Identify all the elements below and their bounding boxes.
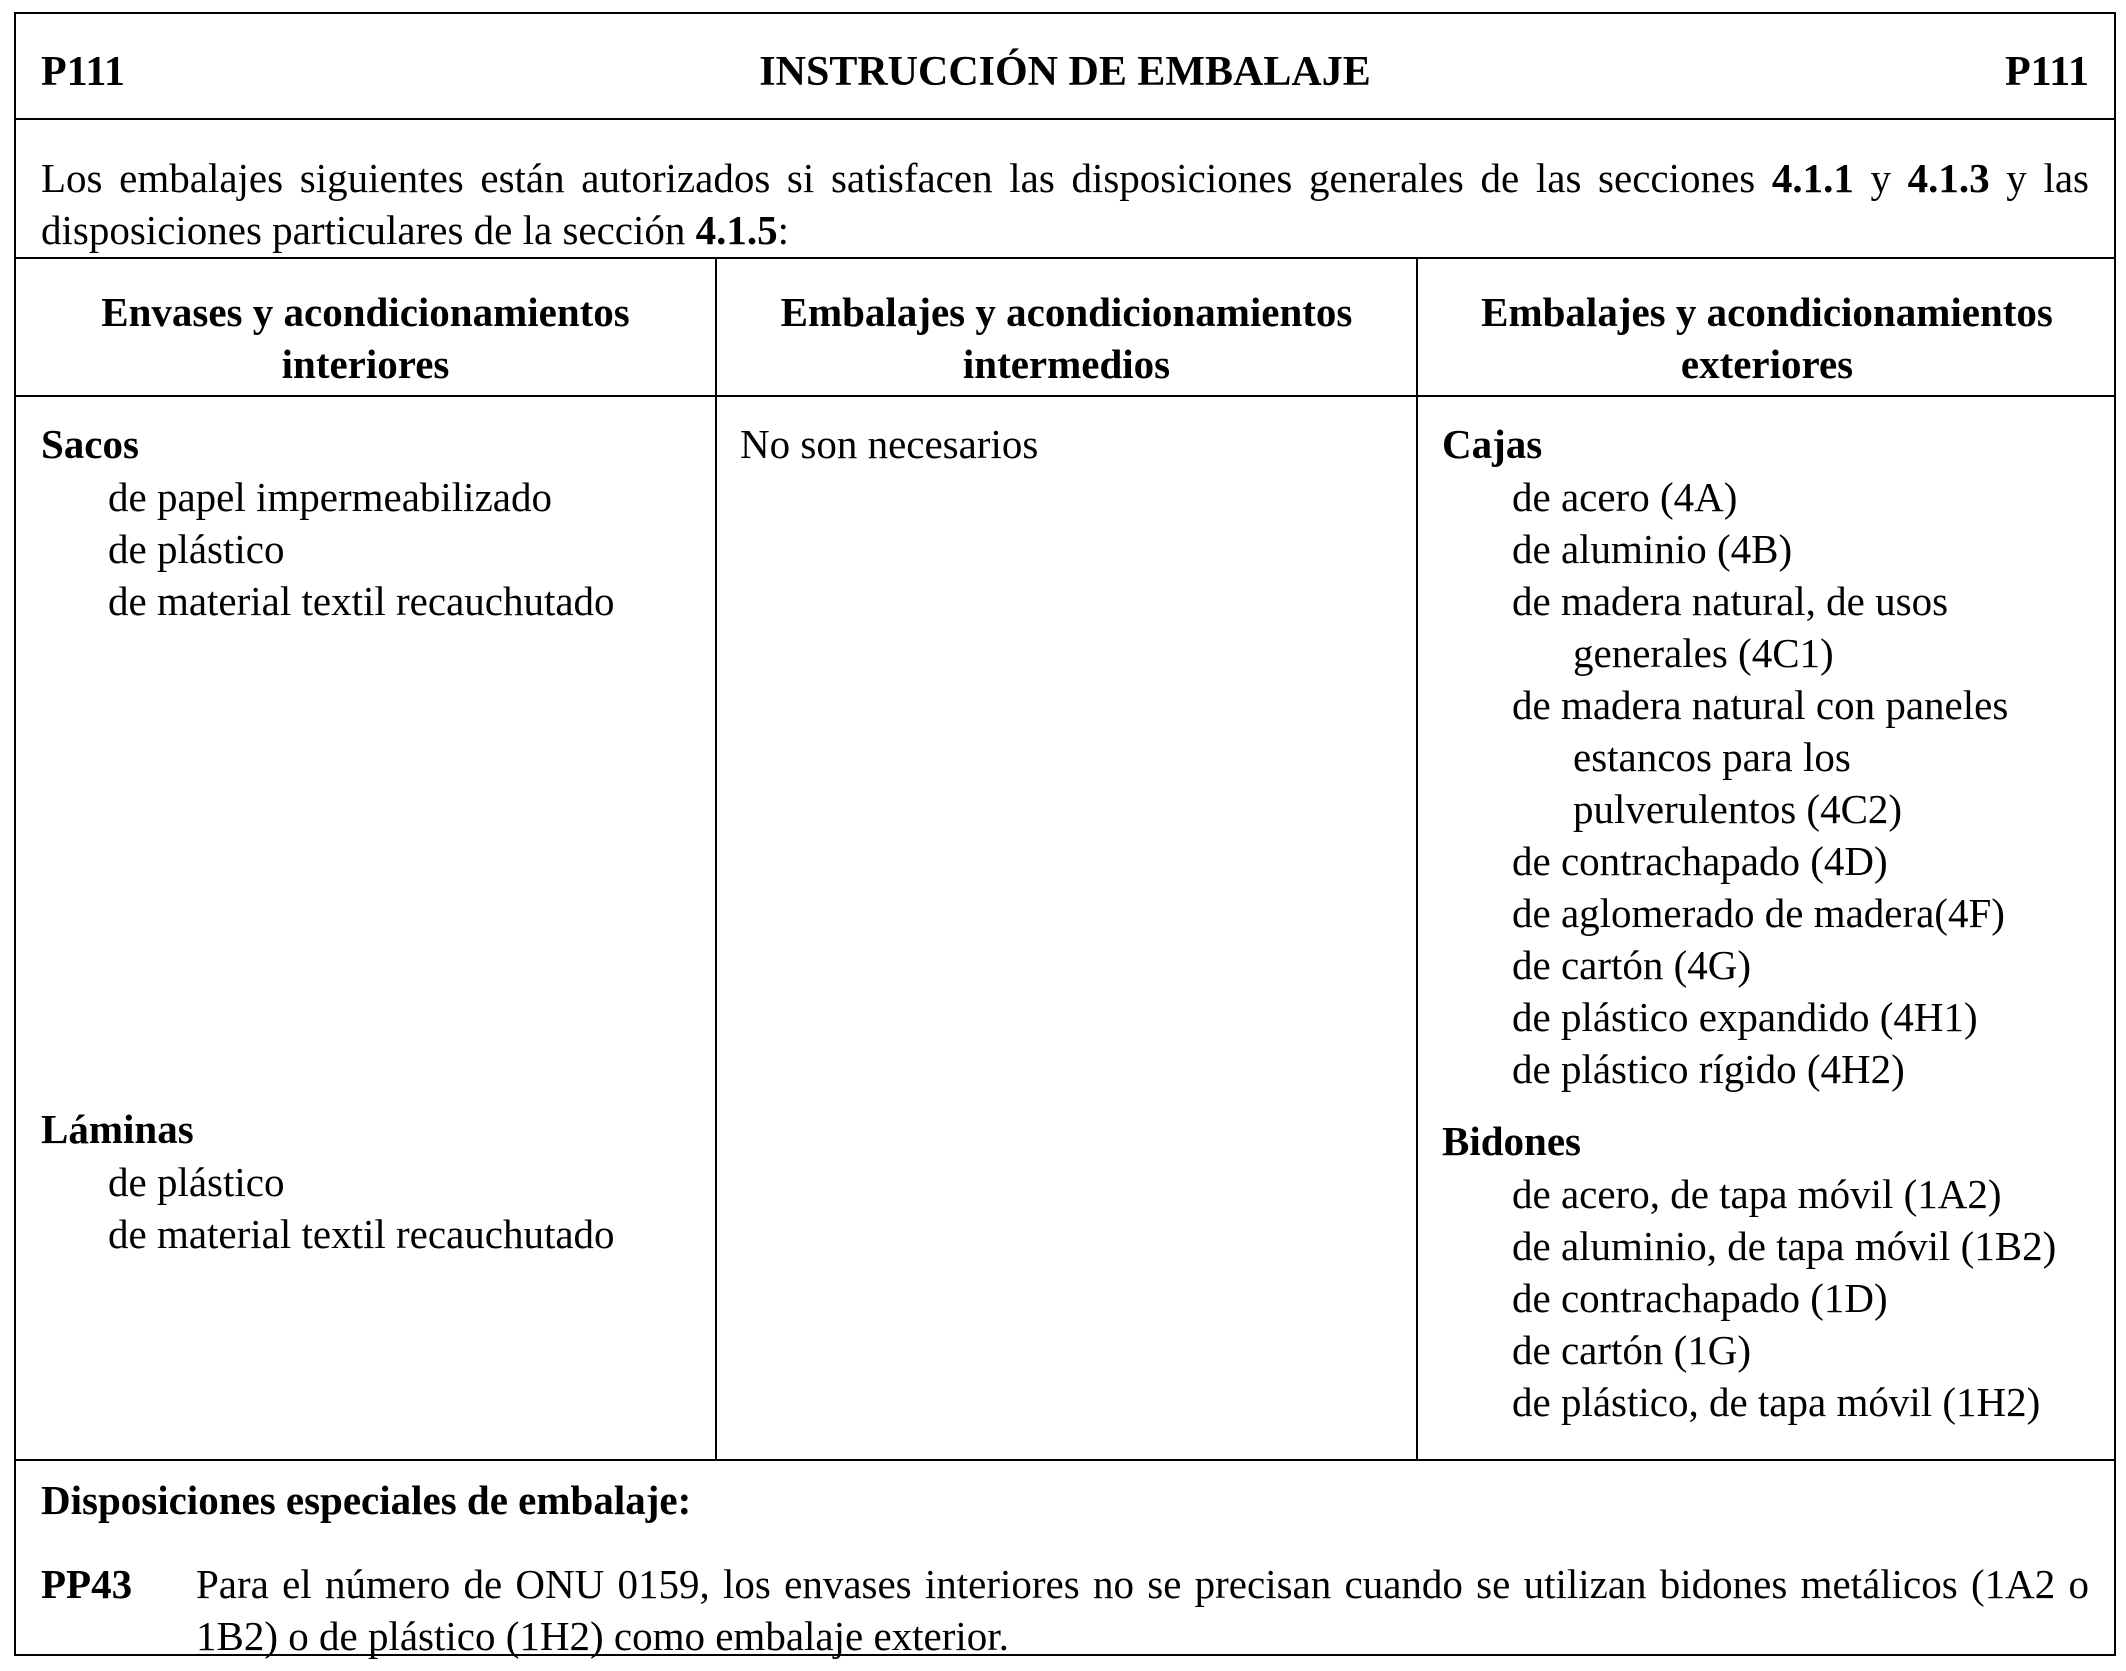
column-divider-2 (1416, 257, 1418, 1461)
list-item: de plástico (108, 526, 285, 572)
packing-instruction-table (14, 12, 2116, 1659)
divider-title (16, 118, 2114, 120)
list-item: de aluminio (4B) (1512, 526, 1793, 572)
divider-header (16, 395, 2114, 397)
list-item-continuation: pulverulentos (4C2) (1573, 786, 1903, 832)
list-item: de aluminio, de tapa móvil (1B2) (1512, 1223, 2057, 1269)
special-provision-code: PP43 (41, 1561, 133, 1607)
list-item: de material textil recauchutado (108, 1211, 615, 1257)
divider-body (16, 1459, 2114, 1461)
list-item: de aglomerado de madera(4F) (1512, 890, 2005, 936)
column-header-line: Embalajes y acondicionamientos (1481, 289, 2053, 335)
intermediate-not-required: No son necesarios (740, 421, 1039, 467)
column-header-line: interiores (281, 341, 450, 387)
column-header-line: Envases y acondicionamientos (101, 289, 630, 335)
list-item: de plástico expandido (4H1) (1512, 994, 1978, 1040)
instruction-title: INSTRUCCIÓN DE EMBALAJE (759, 49, 1371, 95)
list-item: de acero (4A) (1512, 474, 1738, 520)
special-provisions-title: Disposiciones especiales de embalaje: (41, 1477, 692, 1523)
section-ref-4-1-3: 4.1.3 (1907, 155, 1990, 201)
group-title-bidones: Bidones (1442, 1118, 1581, 1164)
group-title-laminas: Láminas (41, 1106, 194, 1152)
column-header-line: intermedios (962, 341, 1171, 387)
list-item: de cartón (4G) (1512, 942, 1752, 988)
title-row (41, 48, 2089, 108)
intro-text: y (1853, 155, 1908, 201)
column-header-intermediate (717, 286, 1416, 390)
list-item: de plástico rígido (4H2) (1512, 1046, 1905, 1092)
intro-text: : (777, 207, 790, 253)
group-title-cajas: Cajas (1442, 421, 1543, 467)
intro-text: Los embalajes siguientes están autorizados si satisfacen las disposiciones generales de las secciones (41, 155, 1772, 201)
instruction-code-right: P111 (2004, 49, 2089, 95)
column-header-inner (16, 286, 715, 390)
list-item: de madera natural con paneles (1512, 682, 2009, 728)
column-divider-1 (715, 257, 717, 1461)
list-item: de madera natural, de usos (1512, 578, 1949, 624)
special-provision-text: Para el número de ONU 0159, los envases interiores no se precisan cuando se utilizan bidones metálicos (1A2 o 1B2) o de plástico (1H2) como embalaje exterior. (196, 1561, 2089, 1659)
instruction-code-left: P111 (41, 49, 126, 95)
list-item: de cartón (1G) (1512, 1327, 1752, 1373)
column-header-line: Embalajes y acondicionamientos (780, 289, 1353, 335)
list-item: de acero, de tapa móvil (1A2) (1512, 1171, 2002, 1217)
list-item-continuation: estancos para los (1573, 734, 1851, 780)
column-header-line: exteriores (1680, 341, 1854, 387)
list-item: de material textil recauchutado (108, 578, 615, 624)
section-ref-4-1-1: 4.1.1 (1771, 155, 1854, 201)
intro-paragraph (41, 152, 2089, 256)
intro-text: y las disposiciones particulares de la sección (41, 155, 2090, 253)
list-item: de contrachapado (1D) (1512, 1275, 1888, 1321)
list-item: de plástico, de tapa móvil (1H2) (1512, 1379, 2041, 1425)
column-header-outer (1418, 286, 2116, 390)
list-item: de papel impermeabilizado (108, 474, 552, 520)
section-ref-4-1-5: 4.1.5 (695, 207, 778, 253)
list-item: de plástico (108, 1159, 285, 1205)
divider-intro (16, 257, 2114, 259)
group-title-sacos: Sacos (41, 421, 139, 467)
list-item-continuation: generales (4C1) (1573, 630, 1834, 676)
list-item: de contrachapado (4D) (1512, 838, 1888, 884)
